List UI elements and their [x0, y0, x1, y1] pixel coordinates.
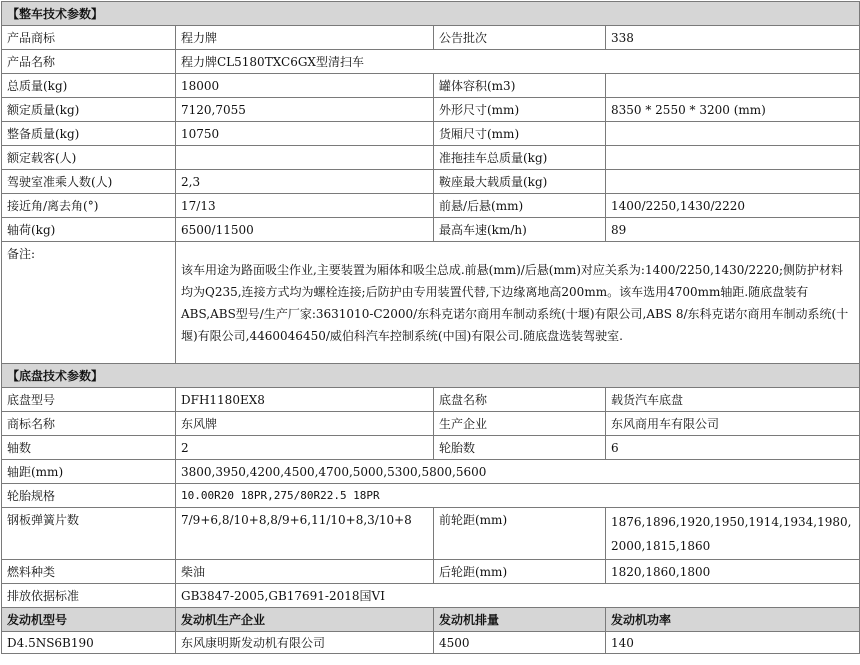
total-mass-value: 18000: [176, 74, 434, 98]
engine-maker-header: 发动机生产企业: [176, 608, 434, 632]
tank-volume-value: [606, 74, 860, 98]
front-track-value: 1876,1896,1920,1950,1914,1934,1980,2000,1815,1860: [606, 508, 860, 560]
curb-mass-label: 整备质量(kg): [2, 122, 176, 146]
trademark-label: 商标名称: [2, 412, 176, 436]
vehicle-section-title: 【整车技术参数】: [2, 2, 860, 26]
spring-count-label: 钢板弹簧片数: [2, 508, 176, 560]
angle-label: 接近角/离去角(°): [2, 194, 176, 218]
table-row: [2, 460, 860, 484]
table-row: [2, 388, 860, 412]
max-speed-label: 最高车速(km/h): [434, 218, 606, 242]
rated-passengers-label: 额定载客(人): [2, 146, 176, 170]
table-row: [2, 484, 860, 508]
table-row: [2, 50, 860, 74]
engine-maker-value: 东风康明斯发动机有限公司: [176, 632, 434, 654]
product-name-label: 产品名称: [2, 50, 176, 74]
fuel-label: 燃料种类: [2, 560, 176, 584]
axle-load-label: 轴荷(kg): [2, 218, 176, 242]
total-mass-label: 总质量(kg): [2, 74, 176, 98]
axle-load-value: 6500/11500: [176, 218, 434, 242]
rear-track-label: 后轮距(mm): [434, 560, 606, 584]
table-row: [2, 74, 860, 98]
cab-capacity-value: 2,3: [176, 170, 434, 194]
engine-model-value: D4.5NS6B190: [2, 632, 176, 654]
vehicle-section-header: [2, 2, 860, 26]
table-row: [2, 218, 860, 242]
table-row: [2, 242, 860, 364]
trailer-mass-label: 准拖挂车总质量(kg): [434, 146, 606, 170]
tire-spec-label: 轮胎规格: [2, 484, 176, 508]
trademark-value: 东风牌: [176, 412, 434, 436]
engine-model-header: 发动机型号: [2, 608, 176, 632]
engine-displacement-header: 发动机排量: [434, 608, 606, 632]
engine-power-value: 140: [606, 632, 860, 654]
chassis-section-header: [2, 364, 860, 388]
axles-label: 轴数: [2, 436, 176, 460]
chassis-model-label: 底盘型号: [2, 388, 176, 412]
trailer-mass-value: [606, 146, 860, 170]
table-row: [2, 146, 860, 170]
fuel-value: 柴油: [176, 560, 434, 584]
saddle-load-label: 鞍座最大载质量(kg): [434, 170, 606, 194]
tire-spec-value: 10.00R20 18PR,275/80R22.5 18PR: [176, 484, 860, 508]
maker-label: 生产企业: [434, 412, 606, 436]
overhang-label: 前悬/后悬(mm): [434, 194, 606, 218]
overhang-value: 1400/2250,1430/2220: [606, 194, 860, 218]
tank-volume-label: 罐体容积(m3): [434, 74, 606, 98]
table-row: [2, 412, 860, 436]
table-row: [2, 122, 860, 146]
axles-value: 2: [176, 436, 434, 460]
rear-track-value: 1820,1860,1800: [606, 560, 860, 584]
batch-label: 公告批次: [434, 26, 606, 50]
tire-count-value: 6: [606, 436, 860, 460]
cargo-dims-label: 货厢尺寸(mm): [434, 122, 606, 146]
spring-count-value: 7/9+6,8/10+8,8/9+6,11/10+8,3/10+8: [176, 508, 434, 560]
rated-mass-value: 7120,7055: [176, 98, 434, 122]
curb-mass-value: 10750: [176, 122, 434, 146]
product-name-value: 程力牌CL5180TXC6GX型清扫车: [176, 50, 860, 74]
spec-table: [1, 1, 860, 654]
cab-capacity-label: 驾驶室准乘人数(人): [2, 170, 176, 194]
chassis-name-value: 载货汽车底盘: [606, 388, 860, 412]
batch-value: 338: [606, 26, 860, 50]
engine-power-header: 发动机功率: [606, 608, 860, 632]
table-row: [2, 508, 860, 560]
cargo-dims-value: [606, 122, 860, 146]
front-track-label: 前轮距(mm): [434, 508, 606, 560]
notes-value: 该车用途为路面吸尘作业,主要装置为厢体和吸尘总成.前悬(mm)/后悬(mm)对应关系为:1400/2250,1430/2220;侧防护材料均为Q235,连接方式均为螺栓连接;后防护由专用装置代替,下边缘离地高200mm。该车选用4700mm轴距.随底盘装有ABS,ABS型号/生产厂家:3631010-C2000/东科克诺尔商用车制动系统(十堰)有限公司,ABS 8/东科克诺尔商用车制动系统(十堰)有限公司,4460046450/威伯科汽车控制系统(中国)有限公司.随底盘选装驾驶室.: [176, 242, 860, 364]
dimensions-value: 8350 * 2550 * 3200 (mm): [606, 98, 860, 122]
angle-value: 17/13: [176, 194, 434, 218]
rated-passengers-value: [176, 146, 434, 170]
chassis-section-title: 【底盘技术参数】: [2, 364, 860, 388]
brand-label: 产品商标: [2, 26, 176, 50]
engine-row: [2, 632, 860, 654]
notes-label: 备注:: [2, 242, 176, 364]
table-row: [2, 26, 860, 50]
brand-value: 程力牌: [176, 26, 434, 50]
table-row: [2, 170, 860, 194]
chassis-model-value: DFH1180EX8: [176, 388, 434, 412]
table-row: [2, 584, 860, 608]
wheelbase-value: 3800,3950,4200,4500,4700,5000,5300,5800,5600: [176, 460, 860, 484]
chassis-name-label: 底盘名称: [434, 388, 606, 412]
engine-displacement-value: 4500: [434, 632, 606, 654]
rated-mass-label: 额定质量(kg): [2, 98, 176, 122]
engine-header-row: [2, 608, 860, 632]
table-row: [2, 98, 860, 122]
tire-count-label: 轮胎数: [434, 436, 606, 460]
table-row: [2, 436, 860, 460]
table-row: [2, 194, 860, 218]
emission-label: 排放依据标准: [2, 584, 176, 608]
maker-value: 东风商用车有限公司: [606, 412, 860, 436]
dimensions-label: 外形尺寸(mm): [434, 98, 606, 122]
saddle-load-value: [606, 170, 860, 194]
max-speed-value: 89: [606, 218, 860, 242]
wheelbase-label: 轴距(mm): [2, 460, 176, 484]
table-row: [2, 560, 860, 584]
emission-value: GB3847-2005,GB17691-2018国VI: [176, 584, 860, 608]
